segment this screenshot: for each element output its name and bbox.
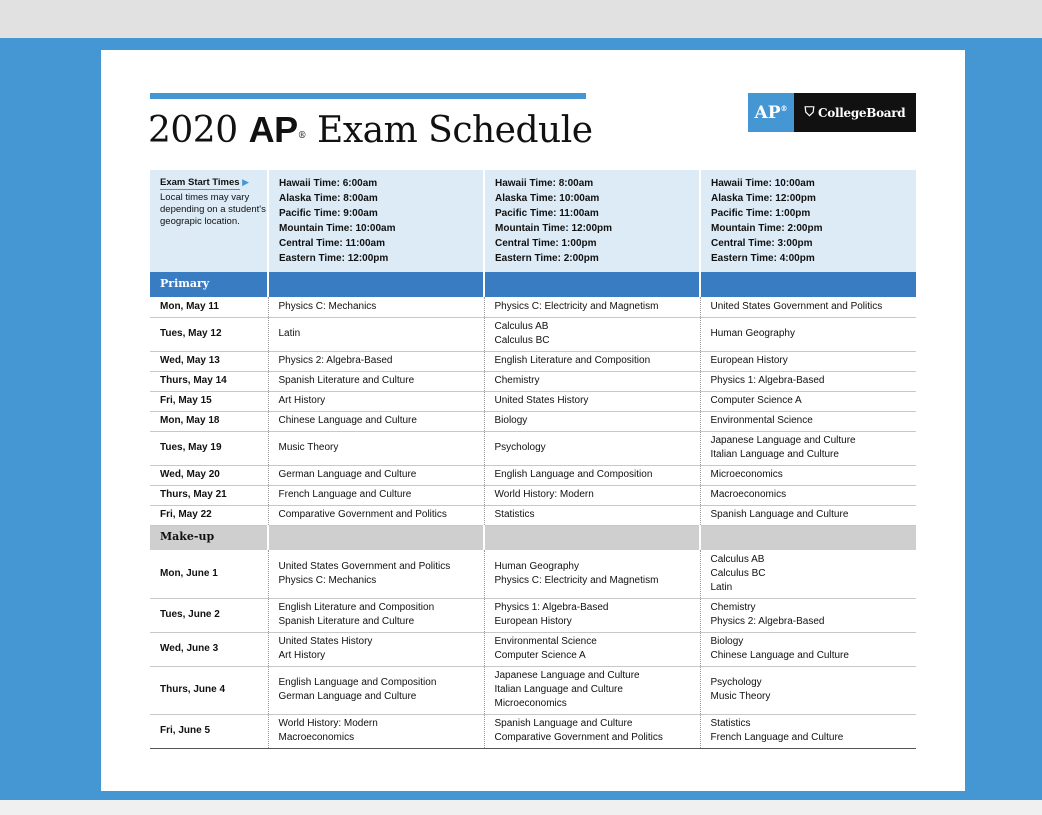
exam-subject: Chinese Language and Culture [278, 415, 417, 426]
exam-date: Thurs, May 21 [150, 485, 268, 505]
exam-slot-1 [268, 505, 484, 525]
exam-subject: Calculus BC [710, 567, 766, 579]
start-time-line: Eastern Time: 4:00pm [711, 253, 815, 264]
exam-slot-1 [268, 297, 484, 317]
exam-subject: Psychology [494, 442, 546, 453]
makeup-section-filler [700, 525, 916, 550]
table-row [150, 431, 916, 465]
ap-logo [748, 93, 794, 132]
primary-section-filler [484, 272, 700, 297]
exam-subject: Calculus AB [494, 321, 549, 332]
table-row [150, 550, 916, 598]
exam-subject: French Language and Culture [710, 732, 844, 743]
exam-subject: Music Theory [278, 442, 339, 453]
exam-subject: Statistics [710, 718, 751, 729]
title-year: 2020 [148, 110, 238, 151]
exam-subject: Microeconomics [494, 698, 567, 709]
exam-slot-2 [484, 411, 700, 431]
start-time-line: Alaska Time: 12:00pm [711, 193, 816, 204]
start-time-line: Central Time: 3:00pm [711, 238, 813, 249]
makeup-section-cell [150, 525, 268, 550]
exam-date: Mon, June 1 [150, 550, 268, 598]
start-time-line: Hawaii Time: 10:00am [711, 178, 815, 189]
exam-subject: Biology [710, 636, 744, 647]
exam-slot-1 [268, 371, 484, 391]
exam-slot-3 [700, 465, 916, 485]
exam-subject: Macroeconomics [710, 489, 787, 500]
exam-subject: Art History [278, 650, 326, 661]
exam-slot-2 [484, 598, 700, 632]
exam-slot-2 [484, 431, 700, 465]
exam-subject: Chemistry [494, 375, 540, 386]
exam-subject: English Language and Composition [494, 469, 653, 480]
exam-slot-2 [484, 714, 700, 748]
triangle-right-icon: ▶ [239, 177, 249, 187]
table-row [150, 391, 916, 411]
exam-slot-1 [268, 391, 484, 411]
schedule-sheet [101, 50, 965, 791]
exam-subject: Environmental Science [494, 636, 597, 647]
makeup-section-filler [268, 525, 484, 550]
exam-subject: Computer Science A [710, 395, 802, 406]
exam-slot-3 [700, 505, 916, 525]
start-time-line: Pacific Time: 1:00pm [711, 208, 811, 219]
exam-slot-2 [484, 391, 700, 411]
exam-slot-2 [484, 485, 700, 505]
exam-subject: United States History [494, 395, 589, 406]
exam-subject: World History: Modern [278, 718, 378, 729]
primary-section-header [150, 272, 916, 297]
start-time-line: Central Time: 1:00pm [495, 238, 597, 249]
start-time-line: Alaska Time: 10:00am [495, 193, 600, 204]
exam-subject: English Language and Composition [278, 677, 437, 688]
start-time-line: Mountain Time: 10:00am [279, 223, 396, 234]
blue-frame [0, 38, 1042, 800]
exam-subject: Chinese Language and Culture [710, 650, 849, 661]
exam-subject: Environmental Science [710, 415, 813, 426]
ap-logo-text: AP [754, 102, 781, 123]
exam-subject: Microeconomics [710, 469, 783, 480]
college-board-logo [748, 93, 916, 132]
exam-date: Tues, May 12 [150, 317, 268, 351]
primary-section-filler [700, 272, 916, 297]
table-row [150, 485, 916, 505]
makeup-section-filler [484, 525, 700, 550]
exam-slot-1 [268, 317, 484, 351]
start-times-slot-1 [268, 170, 484, 272]
exam-date: Fri, June 5 [150, 714, 268, 748]
title-rest: Exam Schedule [317, 110, 593, 151]
exam-date: Tues, June 2 [150, 598, 268, 632]
start-time-line: Pacific Time: 9:00am [279, 208, 378, 219]
exam-slot-1 [268, 714, 484, 748]
table-row [150, 297, 916, 317]
exam-subject: Human Geography [710, 328, 795, 339]
exam-slot-3 [700, 317, 916, 351]
exam-subject: Latin [710, 581, 733, 593]
exam-slot-2 [484, 465, 700, 485]
primary-section-cell [150, 272, 268, 297]
start-time-line: Mountain Time: 2:00pm [711, 223, 823, 234]
table-row [150, 632, 916, 666]
exam-date: Thurs, June 4 [150, 666, 268, 714]
primary-section-label: Primary [160, 277, 210, 290]
exam-subject: Spanish Literature and Culture [278, 616, 415, 627]
makeup-section-header [150, 525, 916, 550]
exam-slot-2 [484, 371, 700, 391]
exam-date: Wed, June 3 [150, 632, 268, 666]
primary-section-filler [268, 272, 484, 297]
exam-slot-2 [484, 317, 700, 351]
exam-date: Wed, May 13 [150, 351, 268, 371]
exam-subject: German Language and Culture [278, 691, 417, 702]
start-times-note: Local times may vary depending on a student's geograpic location. [160, 192, 266, 227]
exam-date: Mon, May 11 [150, 297, 268, 317]
exam-subject: Italian Language and Culture [710, 449, 839, 460]
exam-subject: Biology [494, 415, 528, 426]
exam-subject: Italian Language and Culture [494, 684, 623, 695]
table-row [150, 505, 916, 525]
start-times-label-cell [150, 170, 268, 272]
exam-slot-3 [700, 632, 916, 666]
exam-subject: Latin [278, 328, 301, 339]
exam-schedule-table [150, 170, 916, 749]
exam-slot-3 [700, 550, 916, 598]
exam-slot-1 [268, 666, 484, 714]
exam-date: Mon, May 18 [150, 411, 268, 431]
start-time-line: Alaska Time: 8:00am [279, 193, 378, 204]
exam-slot-3 [700, 297, 916, 317]
exam-slot-2 [484, 550, 700, 598]
table-row [150, 714, 916, 748]
exam-slot-1 [268, 598, 484, 632]
exam-slot-1 [268, 465, 484, 485]
exam-subject: Statistics [494, 509, 535, 520]
exam-slot-2 [484, 505, 700, 525]
exam-slot-2 [484, 632, 700, 666]
exam-slot-3 [700, 431, 916, 465]
exam-date: Fri, May 22 [150, 505, 268, 525]
exam-subject: Comparative Government and Politics [494, 732, 663, 743]
exam-subject: Spanish Literature and Culture [278, 375, 415, 386]
exam-slot-1 [268, 485, 484, 505]
start-time-line: Mountain Time: 12:00pm [495, 223, 613, 234]
exam-subject: United States History [278, 636, 373, 647]
exam-subject: German Language and Culture [278, 469, 417, 480]
exam-slot-1 [268, 411, 484, 431]
exam-date: Fri, May 15 [150, 391, 268, 411]
exam-subject: Physics 1: Algebra-Based [494, 602, 609, 613]
start-time-line: Hawaii Time: 8:00am [495, 178, 594, 189]
exam-subject: Psychology [710, 677, 762, 688]
table-row [150, 465, 916, 485]
table-row [150, 317, 916, 351]
exam-subject: World History: Modern [494, 489, 594, 500]
exam-slot-2 [484, 666, 700, 714]
exam-subject: Physics C: Electricity and Magnetism [494, 300, 659, 312]
exam-slot-3 [700, 666, 916, 714]
start-time-line: Pacific Time: 11:00am [495, 208, 599, 219]
exam-slot-3 [700, 714, 916, 748]
exam-slot-3 [700, 351, 916, 371]
title-ap: AP [248, 109, 298, 150]
start-time-line: Central Time: 11:00am [279, 238, 385, 249]
table-row [150, 666, 916, 714]
table-row [150, 411, 916, 431]
exam-slot-3 [700, 485, 916, 505]
exam-subject: Physics 2: Algebra-Based [710, 616, 825, 627]
exam-subject: Physics C: Electricity and Magnetism [494, 574, 659, 586]
start-times-slot-2 [484, 170, 700, 272]
exam-slot-1 [268, 431, 484, 465]
page-title [148, 108, 593, 153]
exam-subject: Comparative Government and Politics [278, 509, 447, 520]
exam-slot-3 [700, 411, 916, 431]
exam-subject: Macroeconomics [278, 732, 355, 743]
ap-logo-reg: ® [780, 104, 788, 113]
title-reg-mark: ® [297, 131, 307, 141]
exam-subject: Physics 1: Algebra-Based [710, 375, 825, 386]
start-time-line: Eastern Time: 12:00pm [279, 253, 389, 264]
exam-slot-3 [700, 371, 916, 391]
exam-subject: European History [494, 616, 572, 627]
cb-logo-text: CollegeBoard [818, 105, 906, 120]
exam-subject: English Literature and Composition [278, 602, 435, 613]
exam-slot-1 [268, 550, 484, 598]
start-times-slot-3 [700, 170, 916, 272]
exam-subject: Spanish Language and Culture [494, 718, 633, 729]
exam-date: Thurs, May 14 [150, 371, 268, 391]
exam-subject: English Literature and Composition [494, 355, 651, 366]
exam-subject: Physics 2: Algebra-Based [278, 355, 393, 366]
start-times-label: Exam Start Times [160, 177, 240, 188]
exam-slot-1 [268, 632, 484, 666]
table-row [150, 351, 916, 371]
exam-subject: Calculus AB [710, 553, 765, 565]
start-times-row [150, 170, 916, 272]
table-row [150, 371, 916, 391]
exam-subject: Computer Science A [494, 650, 586, 661]
exam-slot-3 [700, 598, 916, 632]
exam-date: Wed, May 20 [150, 465, 268, 485]
exam-subject: Japanese Language and Culture [710, 435, 856, 446]
exam-slot-3 [700, 391, 916, 411]
exam-subject: Spanish Language and Culture [710, 509, 849, 520]
exam-subject: Physics C: Mechanics [278, 300, 377, 312]
exam-subject: United States Government and Politics [710, 300, 883, 312]
exam-subject: Music Theory [710, 691, 771, 702]
exam-subject: European History [710, 355, 788, 366]
exam-subject: United States Government and Politics [278, 560, 451, 572]
bottom-bar [0, 800, 1042, 815]
shield-icon: ⛉ [804, 105, 815, 120]
exam-subject: Chemistry [710, 602, 756, 613]
start-time-line: Eastern Time: 2:00pm [495, 253, 599, 264]
start-time-line: Hawaii Time: 6:00am [279, 178, 378, 189]
exam-subject: Japanese Language and Culture [494, 670, 640, 681]
exam-subject: French Language and Culture [278, 489, 412, 500]
cb-logo [794, 93, 916, 132]
makeup-section-label: Make-up [160, 530, 215, 544]
table-row [150, 598, 916, 632]
title-rule [150, 93, 586, 99]
exam-subject: Calculus BC [494, 335, 550, 346]
exam-subject: Art History [278, 395, 326, 406]
exam-slot-1 [268, 351, 484, 371]
exam-subject: Human Geography [494, 560, 579, 572]
exam-date: Tues, May 19 [150, 431, 268, 465]
exam-subject: Physics C: Mechanics [278, 574, 377, 586]
exam-slot-2 [484, 351, 700, 371]
exam-slot-2 [484, 297, 700, 317]
